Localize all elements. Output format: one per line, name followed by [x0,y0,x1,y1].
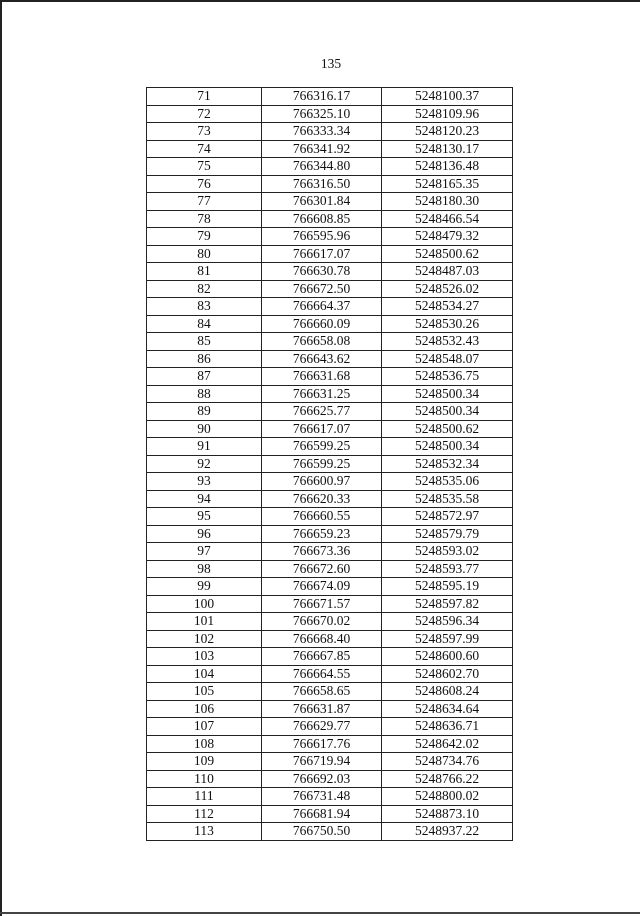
table-row [147,718,513,736]
y-coordinate-cell: 5248937.22 [382,823,513,841]
x-coordinate-cell: 766595.96 [262,228,382,246]
table-row [147,543,513,561]
table-row [147,560,513,578]
point-number-cell: 109 [147,753,262,771]
y-coordinate-cell: 5248466.54 [382,210,513,228]
table-row [147,700,513,718]
x-coordinate-cell: 766599.25 [262,438,382,456]
point-number-cell: 112 [147,805,262,823]
point-number-cell: 90 [147,420,262,438]
x-coordinate-cell: 766673.36 [262,543,382,561]
table-row [147,158,513,176]
x-coordinate-cell: 766660.55 [262,508,382,526]
point-number-cell: 73 [147,123,262,141]
table-row [147,385,513,403]
y-coordinate-cell: 5248593.77 [382,560,513,578]
table-row [147,613,513,631]
point-number-cell: 97 [147,543,262,561]
y-coordinate-cell: 5248572.97 [382,508,513,526]
point-number-cell: 88 [147,385,262,403]
x-coordinate-cell: 766658.65 [262,683,382,701]
y-coordinate-cell: 5248602.70 [382,665,513,683]
point-number-cell: 80 [147,245,262,263]
y-coordinate-cell: 5248532.34 [382,455,513,473]
y-coordinate-cell: 5248608.24 [382,683,513,701]
point-number-cell: 102 [147,630,262,648]
y-coordinate-cell: 5248634.64 [382,700,513,718]
x-coordinate-cell: 766599.25 [262,455,382,473]
x-coordinate-cell: 766750.50 [262,823,382,841]
scan-bottom-edge [0,912,640,914]
y-coordinate-cell: 5248548.07 [382,350,513,368]
y-coordinate-cell: 5248800.02 [382,788,513,806]
x-coordinate-cell: 766681.94 [262,805,382,823]
y-coordinate-cell: 5248595.19 [382,578,513,596]
table-row [147,315,513,333]
table-row [147,140,513,158]
table-row [147,228,513,246]
y-coordinate-cell: 5248597.99 [382,630,513,648]
y-coordinate-cell: 5248530.26 [382,315,513,333]
table-row [147,578,513,596]
table-row [147,648,513,666]
y-coordinate-cell: 5248766.22 [382,770,513,788]
point-number-cell: 106 [147,700,262,718]
x-coordinate-cell: 766344.80 [262,158,382,176]
point-number-cell: 79 [147,228,262,246]
x-coordinate-cell: 766629.77 [262,718,382,736]
y-coordinate-cell: 5248593.02 [382,543,513,561]
point-number-cell: 77 [147,193,262,211]
table-row [147,193,513,211]
x-coordinate-cell: 766658.08 [262,333,382,351]
point-number-cell: 105 [147,683,262,701]
point-number-cell: 91 [147,438,262,456]
point-number-cell: 111 [147,788,262,806]
coordinates-table [146,87,513,841]
table-row [147,298,513,316]
x-coordinate-cell: 766631.68 [262,368,382,386]
point-number-cell: 81 [147,263,262,281]
point-number-cell: 110 [147,770,262,788]
point-number-cell: 94 [147,490,262,508]
point-number-cell: 95 [147,508,262,526]
point-number-cell: 107 [147,718,262,736]
table-row [147,420,513,438]
point-number-cell: 89 [147,403,262,421]
point-number-cell: 84 [147,315,262,333]
x-coordinate-cell: 766631.25 [262,385,382,403]
x-coordinate-cell: 766692.03 [262,770,382,788]
y-coordinate-cell: 5248636.71 [382,718,513,736]
table-row [147,175,513,193]
point-number-cell: 78 [147,210,262,228]
scan-left-edge [0,0,2,916]
point-number-cell: 93 [147,473,262,491]
table-row [147,455,513,473]
x-coordinate-cell: 766664.37 [262,298,382,316]
x-coordinate-cell: 766617.76 [262,735,382,753]
coordinates-table-body [147,88,513,841]
x-coordinate-cell: 766617.07 [262,420,382,438]
y-coordinate-cell: 5248479.32 [382,228,513,246]
point-number-cell: 98 [147,560,262,578]
y-coordinate-cell: 5248136.48 [382,158,513,176]
x-coordinate-cell: 766630.78 [262,263,382,281]
table-row [147,630,513,648]
table-row [147,735,513,753]
x-coordinate-cell: 766659.23 [262,525,382,543]
table-row [147,333,513,351]
point-number-cell: 71 [147,88,262,106]
x-coordinate-cell: 766664.55 [262,665,382,683]
y-coordinate-cell: 5248100.37 [382,88,513,106]
x-coordinate-cell: 766316.50 [262,175,382,193]
y-coordinate-cell: 5248180.30 [382,193,513,211]
y-coordinate-cell: 5248596.34 [382,613,513,631]
y-coordinate-cell: 5248120.23 [382,123,513,141]
x-coordinate-cell: 766301.84 [262,193,382,211]
x-coordinate-cell: 766643.62 [262,350,382,368]
point-number-cell: 101 [147,613,262,631]
table-row [147,508,513,526]
point-number-cell: 75 [147,158,262,176]
y-coordinate-cell: 5248532.43 [382,333,513,351]
y-coordinate-cell: 5248600.60 [382,648,513,666]
point-number-cell: 86 [147,350,262,368]
y-coordinate-cell: 5248130.17 [382,140,513,158]
x-coordinate-cell: 766660.09 [262,315,382,333]
y-coordinate-cell: 5248526.02 [382,280,513,298]
table-row [147,805,513,823]
table-row [147,210,513,228]
x-coordinate-cell: 766316.17 [262,88,382,106]
point-number-cell: 103 [147,648,262,666]
point-number-cell: 87 [147,368,262,386]
x-coordinate-cell: 766670.02 [262,613,382,631]
y-coordinate-cell: 5248534.27 [382,298,513,316]
table-row [147,788,513,806]
y-coordinate-cell: 5248165.35 [382,175,513,193]
table-row [147,823,513,841]
point-number-cell: 113 [147,823,262,841]
x-coordinate-cell: 766620.33 [262,490,382,508]
y-coordinate-cell: 5248734.76 [382,753,513,771]
x-coordinate-cell: 766600.97 [262,473,382,491]
x-coordinate-cell: 766674.09 [262,578,382,596]
x-coordinate-cell: 766672.50 [262,280,382,298]
y-coordinate-cell: 5248642.02 [382,735,513,753]
point-number-cell: 99 [147,578,262,596]
table-row [147,368,513,386]
x-coordinate-cell: 766668.40 [262,630,382,648]
table-row [147,263,513,281]
scan-top-edge [0,0,640,2]
table-row [147,595,513,613]
y-coordinate-cell: 5248579.79 [382,525,513,543]
table-row [147,770,513,788]
table-row [147,525,513,543]
point-number-cell: 92 [147,455,262,473]
table-row [147,350,513,368]
y-coordinate-cell: 5248597.82 [382,595,513,613]
x-coordinate-cell: 766631.87 [262,700,382,718]
table-row [147,438,513,456]
point-number-cell: 83 [147,298,262,316]
point-number-cell: 96 [147,525,262,543]
y-coordinate-cell: 5248500.34 [382,385,513,403]
x-coordinate-cell: 766625.77 [262,403,382,421]
table-row [147,88,513,106]
x-coordinate-cell: 766719.94 [262,753,382,771]
point-number-cell: 76 [147,175,262,193]
table-row [147,280,513,298]
table-row [147,105,513,123]
y-coordinate-cell: 5248500.34 [382,403,513,421]
table-row [147,245,513,263]
point-number-cell: 72 [147,105,262,123]
point-number-cell: 108 [147,735,262,753]
table-row [147,665,513,683]
x-coordinate-cell: 766731.48 [262,788,382,806]
table-row [147,683,513,701]
table-row [147,490,513,508]
x-coordinate-cell: 766333.34 [262,123,382,141]
y-coordinate-cell: 5248500.62 [382,420,513,438]
y-coordinate-cell: 5248536.75 [382,368,513,386]
x-coordinate-cell: 766608.85 [262,210,382,228]
x-coordinate-cell: 766325.10 [262,105,382,123]
y-coordinate-cell: 5248500.34 [382,438,513,456]
point-number-cell: 100 [147,595,262,613]
y-coordinate-cell: 5248109.96 [382,105,513,123]
x-coordinate-cell: 766617.07 [262,245,382,263]
table-row [147,753,513,771]
x-coordinate-cell: 766341.92 [262,140,382,158]
x-coordinate-cell: 766671.57 [262,595,382,613]
y-coordinate-cell: 5248535.06 [382,473,513,491]
table-row [147,123,513,141]
x-coordinate-cell: 766672.60 [262,560,382,578]
point-number-cell: 82 [147,280,262,298]
table-row [147,403,513,421]
y-coordinate-cell: 5248873.10 [382,805,513,823]
table-row [147,473,513,491]
page-number: 135 [320,56,342,71]
point-number-cell: 104 [147,665,262,683]
x-coordinate-cell: 766667.85 [262,648,382,666]
y-coordinate-cell: 5248500.62 [382,245,513,263]
point-number-cell: 85 [147,333,262,351]
point-number-cell: 74 [147,140,262,158]
y-coordinate-cell: 5248487.03 [382,263,513,281]
y-coordinate-cell: 5248535.58 [382,490,513,508]
